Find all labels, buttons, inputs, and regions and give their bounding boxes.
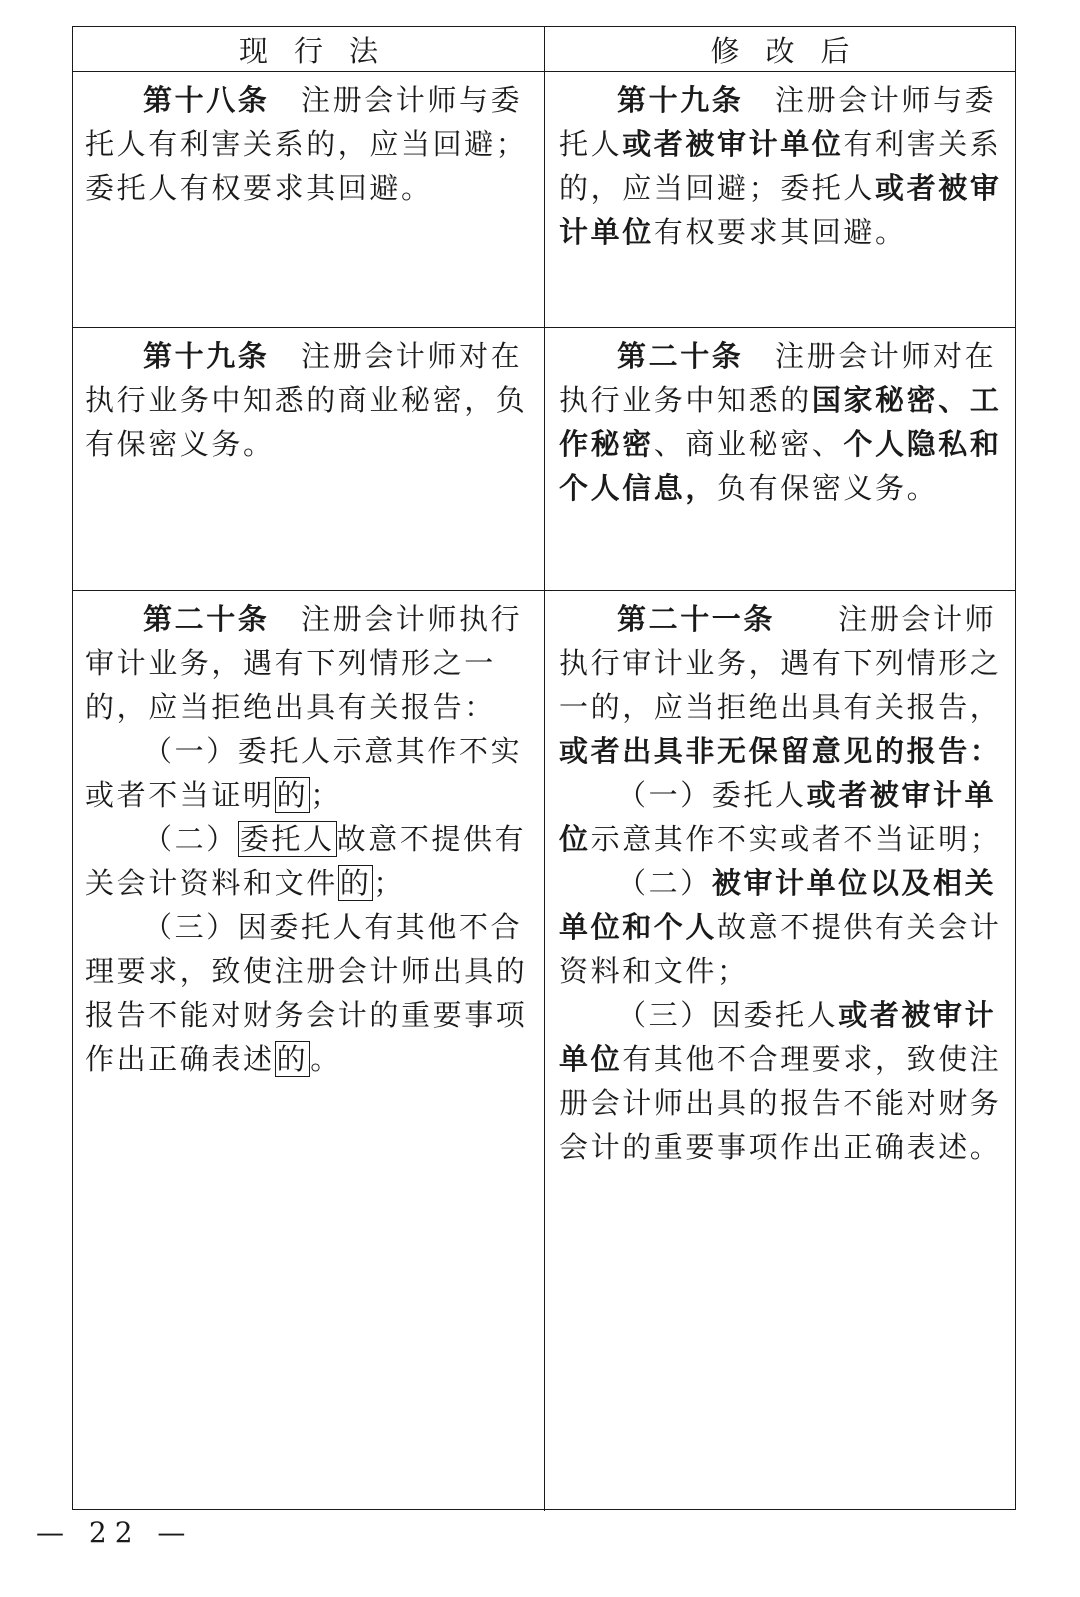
paragraph bbox=[559, 861, 1005, 993]
bold-amended-text: 或者被审计单位 bbox=[559, 778, 997, 856]
text-run: 。 bbox=[310, 1042, 342, 1076]
text-run: 、商业秘密、 bbox=[653, 427, 844, 461]
bold-amended-text: 第十八条 bbox=[143, 83, 270, 117]
text-run: （二） bbox=[617, 866, 712, 900]
text-run: 注册会计师对在执行业务中知悉的 bbox=[559, 339, 997, 417]
bold-amended-text: 被审计单位以及相关单位和个人 bbox=[559, 866, 997, 944]
paragraph bbox=[85, 729, 534, 817]
text-run: ； bbox=[310, 778, 342, 812]
text-run: （一）委托人示意其作不实或者不当证明 bbox=[85, 734, 523, 812]
paragraph bbox=[85, 597, 534, 729]
text-run: 注册会计师执行审计业务，遇有下列情形之一的，应当拒绝出具有关报告， bbox=[559, 602, 1002, 724]
text-run: 有利害关系的，应当回避；委托人 bbox=[559, 127, 1002, 205]
bold-amended-text: 国家秘密、工作秘密 bbox=[559, 383, 1002, 461]
current-law-cell bbox=[73, 72, 545, 327]
amended-cell bbox=[545, 328, 1015, 590]
bold-amended-text: 第二十条 bbox=[143, 602, 270, 636]
text-run: （一）委托人 bbox=[617, 778, 807, 812]
text-run: ； bbox=[373, 866, 406, 900]
bold-amended-text: 或者出具非无保留意见的报告： bbox=[559, 734, 1002, 768]
bold-amended-text: 或者被审计单位 bbox=[559, 171, 1002, 249]
bold-amended-text: 第十九条 bbox=[143, 339, 270, 373]
amended-cell bbox=[545, 591, 1015, 1511]
paragraph bbox=[559, 334, 1005, 510]
header-current-law: 现行法 bbox=[73, 27, 545, 71]
boxed-deleted-text: 的 bbox=[339, 866, 372, 900]
header-amended: 修改后 bbox=[710, 33, 876, 68]
text-run: 注册会计师与委托人 bbox=[559, 83, 997, 161]
text-run: 负有保密义务。 bbox=[717, 471, 939, 505]
bold-amended-text: 或者被审计单位 bbox=[622, 127, 844, 161]
paragraph bbox=[85, 817, 534, 905]
current-law-cell bbox=[73, 328, 545, 590]
current-law-cell bbox=[73, 591, 545, 1511]
text-run: 注册会计师与委托人有利害关系的，应当回避；委托人有权要求其回避。 bbox=[85, 83, 528, 205]
amended-cell bbox=[545, 72, 1015, 327]
paragraph bbox=[559, 597, 1005, 773]
bold-amended-text: 第二十条 bbox=[617, 339, 744, 373]
text-run: 示意其作不实或者不当证明； bbox=[590, 822, 1002, 856]
bold-amended-text: 第十九条 bbox=[617, 83, 744, 117]
text-run: （二） bbox=[143, 822, 238, 856]
table-row bbox=[73, 591, 1015, 1511]
text-run: 有其他不合理要求，致使注册会计师出具的报告不能对财务会计的重要事项作出正确表述。 bbox=[559, 1042, 1002, 1164]
paragraph bbox=[85, 905, 534, 1081]
paragraph bbox=[85, 334, 534, 466]
paragraph bbox=[559, 78, 1005, 254]
bold-amended-text: 个人隐私和个人信息， bbox=[559, 427, 1002, 505]
paragraph bbox=[559, 773, 1005, 861]
boxed-deleted-text: 的 bbox=[276, 1042, 309, 1076]
paragraph bbox=[85, 78, 534, 210]
text-run: 故意不提供有关会计资料和文件 bbox=[85, 822, 527, 900]
bold-amended-text: 或者被审计单位 bbox=[559, 998, 997, 1076]
text-run: 注册会计师对在执行业务中知悉的商业秘密，负有保密义务。 bbox=[85, 339, 528, 461]
text-run: （三）因委托人 bbox=[617, 998, 839, 1032]
text-run: （三）因委托人有其他不合理要求，致使注册会计师出具的报告不能对财务会计的重要事项作出正确表述 bbox=[85, 910, 528, 1076]
comparison-table bbox=[72, 26, 1016, 1510]
bold-amended-text: 第二十一条 bbox=[617, 602, 776, 636]
text-run: 故意不提供有关会计资料和文件； bbox=[559, 910, 1002, 988]
boxed-deleted-text: 的 bbox=[276, 778, 309, 812]
paragraph bbox=[559, 993, 1005, 1169]
page-number: — 22 — bbox=[36, 1516, 194, 1549]
table-row bbox=[73, 72, 1015, 328]
text-run: 注册会计师执行审计业务，遇有下列情形之一的，应当拒绝出具有关报告： bbox=[85, 602, 523, 724]
text-run: 有权要求其回避。 bbox=[653, 215, 907, 249]
table-header bbox=[73, 27, 1015, 72]
boxed-deleted-text: 委托人 bbox=[239, 822, 335, 856]
table-row bbox=[73, 328, 1015, 591]
